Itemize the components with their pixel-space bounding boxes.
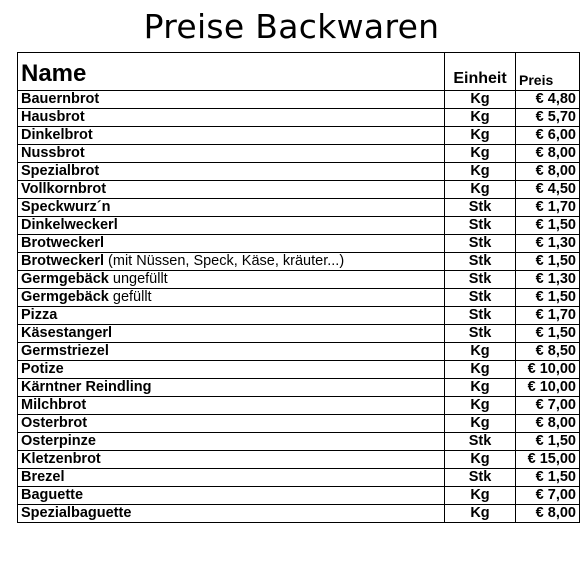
unit-cell: Kg: [445, 127, 516, 145]
table-row: [18, 253, 580, 271]
unit-cell: Stk: [445, 253, 516, 271]
product-name: Spezialbrot: [21, 163, 100, 179]
price-table: [17, 52, 580, 523]
product-name-cell: [18, 145, 445, 163]
price-table-header: [18, 53, 580, 91]
price-cell: € 15,00: [516, 451, 580, 469]
unit-cell: Stk: [445, 469, 516, 487]
table-row: [18, 487, 580, 505]
product-name-cell: [18, 433, 445, 451]
price-cell: € 8,00: [516, 505, 580, 523]
unit-cell: Kg: [445, 181, 516, 199]
unit-cell: Kg: [445, 415, 516, 433]
product-name: Vollkornbrot: [21, 181, 107, 197]
unit-cell: Stk: [445, 325, 516, 343]
unit-cell: Stk: [445, 271, 516, 289]
price-cell: € 1,50: [516, 433, 580, 451]
table-row: [18, 235, 580, 253]
product-name: Brotweckerl: [21, 235, 105, 251]
table-row: [18, 451, 580, 469]
column-header-unit: Einheit: [445, 53, 516, 91]
product-name: Speckwurz´n: [21, 199, 111, 215]
unit-cell: Stk: [445, 433, 516, 451]
unit-cell: Kg: [445, 91, 516, 109]
price-cell: € 4,80: [516, 91, 580, 109]
product-name-cell: [18, 487, 445, 505]
header-row: [18, 53, 580, 91]
product-name-cell: [18, 91, 445, 109]
price-cell: € 6,00: [516, 127, 580, 145]
price-cell: € 1,50: [516, 325, 580, 343]
unit-cell: Kg: [445, 163, 516, 181]
product-name-cell: [18, 271, 445, 289]
price-cell: € 1,50: [516, 217, 580, 235]
price-cell: € 1,50: [516, 253, 580, 271]
product-name-cell: [18, 505, 445, 523]
price-cell: € 1,70: [516, 307, 580, 325]
price-cell: € 1,70: [516, 199, 580, 217]
product-name: Germgebäck: [21, 289, 109, 305]
product-name-cell: [18, 163, 445, 181]
product-name: Osterpinze: [21, 433, 96, 449]
page-title: Preise Backwaren: [143, 7, 440, 46]
unit-cell: Kg: [445, 361, 516, 379]
price-cell: € 1,50: [516, 469, 580, 487]
price-cell: € 10,00: [516, 361, 580, 379]
unit-cell: Stk: [445, 289, 516, 307]
product-name: Germgebäck: [21, 271, 109, 287]
product-name: Brezel: [21, 469, 65, 485]
unit-cell: Kg: [445, 397, 516, 415]
product-name-cell: [18, 307, 445, 325]
product-note: gefüllt: [108, 289, 152, 305]
table-row: [18, 343, 580, 361]
product-name-cell: [18, 217, 445, 235]
price-cell: € 1,30: [516, 235, 580, 253]
unit-cell: Stk: [445, 307, 516, 325]
product-name: Germstriezel: [21, 343, 109, 359]
product-name: Milchbrot: [21, 397, 87, 413]
table-row: [18, 271, 580, 289]
product-name: Kletzenbrot: [21, 451, 101, 467]
unit-cell: Kg: [445, 487, 516, 505]
product-name-cell: [18, 109, 445, 127]
price-cell: € 1,30: [516, 271, 580, 289]
price-cell: € 8,50: [516, 343, 580, 361]
price-cell: € 8,00: [516, 145, 580, 163]
product-name: Potize: [21, 361, 64, 377]
price-cell: € 4,50: [516, 181, 580, 199]
table-row: [18, 397, 580, 415]
price-cell: € 8,00: [516, 415, 580, 433]
price-cell: € 8,00: [516, 163, 580, 181]
unit-cell: Stk: [445, 217, 516, 235]
table-row: [18, 127, 580, 145]
product-name-cell: [18, 469, 445, 487]
unit-cell: Kg: [445, 343, 516, 361]
table-row: [18, 163, 580, 181]
table-row: [18, 415, 580, 433]
product-name-cell: [18, 325, 445, 343]
product-name: Osterbrot: [21, 415, 88, 431]
product-name-cell: [18, 361, 445, 379]
table-row: [18, 379, 580, 397]
table-row: [18, 361, 580, 379]
product-name-cell: [18, 343, 445, 361]
product-name: Bauernbrot: [21, 91, 100, 107]
product-name: Hausbrot: [21, 109, 85, 125]
table-row: [18, 307, 580, 325]
table-row: [18, 109, 580, 127]
unit-cell: Kg: [445, 451, 516, 469]
unit-cell: Kg: [445, 379, 516, 397]
product-name: Dinkelbrot: [21, 127, 93, 143]
product-name: Baguette: [21, 487, 84, 503]
product-note: (mit Nüssen, Speck, Käse, kräuter...): [104, 253, 345, 269]
table-row: [18, 505, 580, 523]
unit-cell: Kg: [445, 145, 516, 163]
table-row: [18, 199, 580, 217]
price-cell: € 1,50: [516, 289, 580, 307]
price-cell: € 7,00: [516, 397, 580, 415]
table-row: [18, 325, 580, 343]
product-name: Käsestangerl: [21, 325, 113, 341]
unit-cell: Stk: [445, 199, 516, 217]
product-name-cell: [18, 235, 445, 253]
product-name-cell: [18, 451, 445, 469]
product-name-cell: [18, 379, 445, 397]
price-cell: € 5,70: [516, 109, 580, 127]
product-name-cell: [18, 127, 445, 145]
price-cell: € 10,00: [516, 379, 580, 397]
product-name-cell: [18, 199, 445, 217]
table-row: [18, 469, 580, 487]
unit-cell: Kg: [445, 505, 516, 523]
table-row: [18, 217, 580, 235]
column-header-price: Preis: [516, 53, 580, 91]
unit-cell: Kg: [445, 109, 516, 127]
table-row: [18, 289, 580, 307]
product-note: ungefüllt: [108, 271, 168, 287]
price-table-body: [18, 91, 580, 523]
product-name: Kärntner Reindling: [21, 379, 152, 395]
product-name-cell: [18, 397, 445, 415]
product-name: Spezialbaguette: [21, 505, 132, 521]
product-name-cell: [18, 415, 445, 433]
product-name: Pizza: [21, 307, 58, 323]
product-name-cell: [18, 181, 445, 199]
product-name-cell: [18, 253, 445, 271]
product-name: Dinkelweckerl: [21, 217, 118, 233]
table-row: [18, 145, 580, 163]
unit-cell: Stk: [445, 235, 516, 253]
price-cell: € 7,00: [516, 487, 580, 505]
product-name: Brotweckerl: [21, 253, 105, 269]
table-row: [18, 181, 580, 199]
product-name: Nussbrot: [21, 145, 85, 161]
product-name-cell: [18, 289, 445, 307]
table-row: [18, 91, 580, 109]
table-row: [18, 433, 580, 451]
column-header-name: Name: [18, 53, 445, 91]
